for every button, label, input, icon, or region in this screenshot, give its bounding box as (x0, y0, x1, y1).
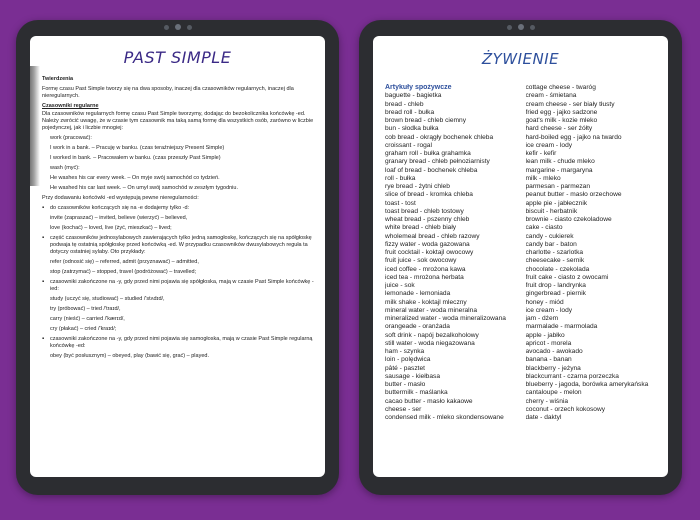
vocab-entry: cantaloupe - melon (525, 389, 582, 397)
doc-line: ▪ czasowniki zakończone na -y, gdy przed nimi pojawia się samogłoska, mają w czasie Past Simple regularną końcówkę -ed: (42, 336, 319, 350)
doc-line: try (próbować) – tried /'traɪd/, (50, 306, 121, 312)
vocab-entry: candy - cukierek (525, 232, 574, 240)
vocab-entry: rye bread - żytni chleb (385, 183, 450, 190)
vocab-entry: fruit drop - landrynka (525, 282, 586, 289)
vocab-entry: blackcurrant - czarna porzeczka (525, 372, 619, 380)
doc-line: obey (być posłusznym) – obeyed, play (bawić się, grać) – played. (50, 353, 209, 359)
vocab-heading: Artykuły spożywcze (385, 84, 452, 91)
vocab-entry: wholemeal bread - chleb razowy (385, 232, 480, 240)
vocab-entry: gingerbread - piernik (525, 290, 586, 298)
scan-edge-shadow (30, 66, 40, 186)
doc-line: study (uczyć się, studiować) – studied /'stʌdɪd/, (50, 296, 165, 302)
vocab-entry: iced tea - mrożona herbata (385, 273, 464, 281)
vocab-column-2 (526, 84, 661, 422)
doc-line: Przy dodawaniu końcówki -ed występują pewne nieregularności: (42, 195, 199, 201)
vocab-entry: margarine - margaryna (525, 166, 593, 174)
vocab-entry: cheese - ser (385, 405, 422, 413)
vocab-entry: juice - sok (385, 282, 415, 289)
vocab-entry: coconut - orzech kokosowy (525, 405, 606, 413)
vocab-entry: graham roll - bułka grahamka (385, 150, 471, 157)
vocab-entry: loin - polędwica (385, 356, 431, 364)
vocab-entry: bun - słodka bułka (385, 125, 439, 133)
grammar-document (42, 76, 319, 469)
vocab-entry: iced coffee - mrożona kawa (385, 265, 466, 273)
vocab-entry: ice cream - lody (525, 306, 573, 314)
vocab-entry: milk shake - koktajl mleczny (385, 298, 467, 306)
doc-line: He washed his car last week. – On umył swój samochód w zeszłym tygodniu. (50, 185, 238, 191)
vocab-entry: avocado - awokado (525, 348, 583, 355)
vocab-entry: butter - masło (385, 381, 426, 388)
vocab-entry: condensed milk - mleko skondensowane (385, 414, 504, 421)
vocab-entry: marmalade - marmolada (525, 323, 598, 331)
camera-dots-right (507, 24, 535, 30)
vocab-entry: apricot - morela (525, 339, 572, 347)
doc-line: Czasowniki regularne (42, 103, 99, 109)
doc-line: I work in a bank. – Pracuję w banku. (czas teraźniejszy Present Simple) (50, 145, 225, 151)
doc-line: ▪ do czasowników kończących się na -e dodajemy tylko -d: (42, 205, 319, 212)
vocab-entry: lemonade - lemoniada (385, 290, 451, 298)
vocab-entry: bread - chleb (385, 100, 424, 108)
left-tablet-screen (30, 36, 325, 477)
camera-dots-left (164, 24, 192, 30)
doc-line: carry (nieść) – carried /'kærɪd/, (50, 316, 125, 322)
vocab-entry: apple - jabłko (525, 331, 565, 339)
vocab-entry: fried egg - jajko sadzone (525, 108, 598, 116)
vocab-entry: ham - szynka (385, 348, 425, 355)
vocab-entry: cake - ciasto (525, 224, 563, 232)
vocab-entry: soft drink - napój bezalkoholowy (385, 331, 479, 339)
vocab-entry: bread roll - bułka (385, 108, 435, 116)
vocab-entry: milk - mleko (525, 174, 561, 182)
vocab-entry: cream cheese - ser biały tłusty (525, 100, 615, 108)
right-tablet-screen (373, 36, 668, 477)
vocab-entry: cheesecake - sernik (525, 257, 585, 265)
vocab-column-1 (385, 84, 520, 422)
vocab-entry: fruit juice - sok owocowy (385, 257, 457, 265)
vocab-entry: ice cream - lody (525, 141, 573, 149)
vocab-entry: baguette - bagietka (385, 92, 442, 100)
vocab-entry: croissant - rogal (385, 141, 432, 149)
vocab-entry: still water - woda niegazowana (385, 339, 475, 347)
vocab-entry: banana - banan (525, 356, 572, 364)
vocab-entry: slice of bread - kromka chleba (385, 191, 473, 199)
vocab-entry: peanut butter - masło orzechowe (525, 191, 622, 199)
doc-line: Formę czasu Past Simple tworzy się na dwa sposoby, inaczej dla czasowników regularnych, inaczej dla nieregularnych. (42, 86, 294, 99)
vocab-entry: sausage - kiełbasa (385, 372, 440, 380)
vocab-entry: chocolate - czekolada (525, 265, 590, 273)
doc-line: Twierdzenia (42, 76, 74, 82)
page-title-zywienie: ŻYWIENIE (481, 50, 560, 68)
doc-line: cry (płakać) – cried /'kraɪd/; (50, 326, 117, 332)
vocab-entry: apple pie - jabłecznik (525, 199, 588, 207)
doc-line: work (pracować): (50, 135, 92, 141)
doc-line: invite (zapraszać) – invited, believe (wierzyć) – believed, (50, 215, 188, 221)
vocab-entry: cherry - wiśnia (525, 397, 569, 405)
doc-line: love (kochać) – loved, live (żyć, mieszkać) – lived; (50, 225, 172, 231)
vocab-entry: charlotte - szarlotka (525, 249, 584, 256)
vocab-entry: brownie - ciasto czekoladowe (525, 216, 612, 223)
vocab-entry: hard cheese - ser żółty (525, 125, 593, 133)
vocab-entry: fizzy water - woda gazowana (385, 240, 470, 248)
vocab-entry: hard-boiled egg - jajko na twardo (525, 133, 622, 141)
vocab-entry: cacao butter - masło kakaowe (385, 397, 473, 405)
vocab-columns (385, 84, 660, 422)
vocab-entry: fruit cocktail - koktajl owocowy (385, 249, 474, 256)
vocab-entry: goat's milk - kozie mleko (525, 117, 598, 124)
right-tablet (359, 20, 682, 495)
left-tablet (16, 20, 339, 495)
doc-line: wash (myć): (50, 165, 80, 171)
vocab-entry: mineral water - woda mineralna (385, 306, 477, 314)
vocab-entry: candy bar - baton (525, 240, 577, 248)
vocab-entry: roll - bułka (385, 174, 416, 182)
doc-line: ▪ czasowniki zakończone na -y, gdy przed nimi pojawia się spółgłoska, mają w czasie Past Simple końcówkę -ied: (42, 279, 319, 293)
vocab-entry: lean milk - chude mleko (525, 158, 595, 166)
doc-line: Dla czasowników regularnych formę czasu Past Simple tworzymy, dodając do bezokolicznika końcówkę -ed. Należy zwrócić uwagę, że w czasie tym czasownik ma taką samą formę dla wszystkich osób, zarówno w liczbie pojedynczej, jak i liczbie mnogiej: (42, 111, 314, 131)
doc-line: ▪ część czasowników jednosylabowych zawierających tylko jedną samogłoskę, kończących się na spółgłoskę podwaja tę ostatnią spółgłoskę przed końcówką -ed. W przypadku czasowników dwusylabowych reguła ta dotyczy ostatniej sylaby. Oto przykłady: (42, 235, 319, 256)
vocab-entry: toast - tost (385, 199, 416, 207)
vocab-entry: biscuit - herbatnik (525, 207, 578, 215)
page-title-past-simple: PAST SIMPLE (123, 48, 232, 67)
vocab-entry: loaf of bread - bochenek chleba (385, 166, 478, 174)
vocab-entry: toast bread - chleb tostowy (385, 207, 464, 215)
vocab-entry: fruit cake - ciasto z owocami (525, 273, 609, 281)
doc-line: He washes his car every week. – On myje swój samochód co tydzień. (50, 175, 220, 181)
vocab-entry: brown bread - chleb ciemny (385, 117, 466, 124)
vocab-entry: jam - dżem (525, 315, 559, 322)
vocab-entry: buttermilk - maślanka (385, 389, 448, 397)
vocab-entry: granary bread - chleb pełnoziarnisty (385, 158, 490, 166)
vocab-entry: date - daktyl (525, 414, 562, 421)
vocab-entry: blueberry - jagoda, borówka amerykańska (525, 381, 649, 388)
vocab-entry: mineralized water - woda mineralizowana (385, 315, 506, 322)
vocab-entry: blackberry - jeżyna (525, 364, 581, 372)
vocab-entry: white bread - chleb biały (385, 224, 457, 232)
vocab-entry: kefir - kefir (525, 150, 557, 157)
vocab-entry: parmesan - parmezan (525, 183, 591, 190)
vocab-entry: cottage cheese - twaróg (525, 84, 596, 91)
vocab-entry: pâté - pasztet (385, 364, 425, 372)
vocab-entry: wheat bread - pszenny chleb (385, 216, 470, 223)
doc-line: I worked in bank. – Pracowałem w banku. (czas przeszły Past Simple) (50, 155, 221, 161)
vocab-entry: cream - śmietana (525, 92, 577, 100)
doc-line: refer (odnosić się) – referred, admit (przyznawać) – admitted, (50, 259, 199, 265)
vocab-entry: orangeade - oranżada (385, 323, 450, 331)
vocab-entry: cob bread - okrągły bochenek chleba (385, 133, 494, 141)
vocab-entry: honey - miód (525, 298, 564, 306)
doc-line: stop (zatrzymać) – stopped, travel (podróżować) – travelled; (50, 269, 197, 275)
